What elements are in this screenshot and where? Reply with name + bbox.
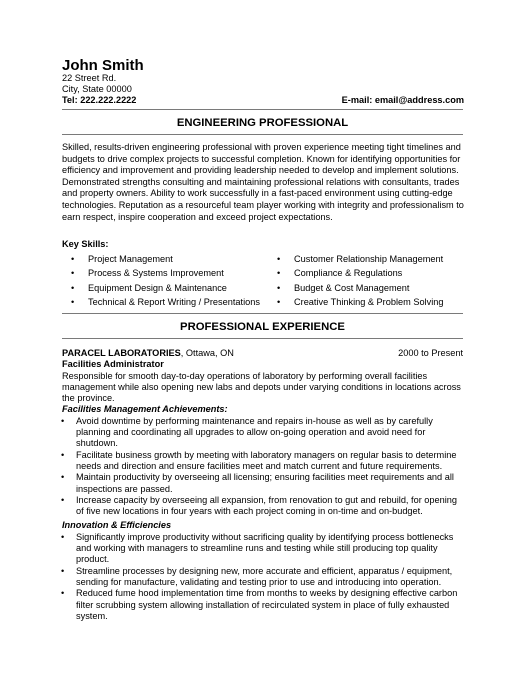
company-name: PARACEL LABORATORIES <box>62 348 181 358</box>
bullet-icon: • <box>61 565 65 576</box>
skills-list-left <box>71 252 260 310</box>
telephone: Tel: 222.222.2222 <box>62 95 137 105</box>
list-item: • Avoid downtime by performing maintenance and repairs in-house as well as by carefully planning and coordinating all upgrades to allow on-going operation and avoid need for shutdown. <box>61 415 433 449</box>
job-entry <box>62 348 463 622</box>
bullet-icon: • <box>71 282 75 293</box>
list-item: • Facilitate business growth by meeting with laboratory managers on regular basis to determine needs and direction and ensure facilities meet and match current and future requirements. <box>61 449 457 471</box>
experience-top-divider <box>62 313 463 314</box>
skill-item: • Customer Relationship Management <box>277 252 443 266</box>
skill-item: • Project Management <box>71 252 260 266</box>
list-item: • Streamline processes by designing new, more accurate and efficient, apparatus / equipment, sending for manufacture, validating and testing prior to use and introducing into operation. <box>61 565 453 587</box>
list-item: • Maintain productivity by overseeing all licensing; ensuring facilities meet requirements and all inspections are passed. <box>61 472 454 494</box>
achievements-label: Facilities Management Achievements: <box>62 404 228 415</box>
email-address: E-mail: email@address.com <box>341 95 464 105</box>
street-address: 22 Street Rd. <box>62 73 117 83</box>
skill-item: • Process & Systems Improvement <box>71 266 260 280</box>
experience-bottom-divider <box>62 338 463 339</box>
skill-item: • Equipment Design & Maintenance <box>71 281 260 295</box>
list-item: • Reduced fume hood implementation time from months to weeks by designing effective carbon filter scrubbing system allowing installation of recirculated system in place of fully exhausted system. <box>61 588 458 621</box>
bullet-icon: • <box>277 268 281 279</box>
list-item: • Significantly improve productivity without sacrificing quality by identifying process bottlenecks and working with managers to streamline runs and testing while still producing top quality product. <box>61 531 454 565</box>
top-divider <box>62 109 463 110</box>
city-state: City, State 00000 <box>62 84 132 94</box>
bullet-icon: • <box>61 531 65 542</box>
bullet-icon: • <box>71 268 75 279</box>
bullet-icon: • <box>277 282 281 293</box>
company-location: , Ottawa, ON <box>180 348 234 358</box>
bullet-icon: • <box>71 254 75 264</box>
professional-summary: Skilled, results-driven engineering professional with proven experience meeting tight timelines and budgets to drive complex projects to successful completion. Known for identifying opportunities for efficiency and improvement and providing leadership needed to develop and implement solutions. Demonstrated strengths consulting and maintaining professional relations with consultants, trades and property owners. Ability to work successfully in a fast-paced environment using cutting-edge technologies. Reputation as a resourceful team player working with integrity and professionalism to earn respect, inspire cooperation and exceed project expectations. <box>62 142 464 222</box>
bullet-icon: • <box>71 297 75 308</box>
innovation-list <box>62 532 463 622</box>
skill-item: • Technical & Report Writing / Presentations <box>71 295 260 309</box>
bullet-icon: • <box>277 254 281 264</box>
list-item: • Increase capacity by overseeing all expansion, from renovation to gut and rebuild, for opening of five new locations in four years with each project coming in on-time and on-budget. <box>61 494 458 517</box>
bullet-icon: • <box>61 415 65 426</box>
title-divider <box>62 134 463 135</box>
job-position: Facilities Administrator <box>62 359 164 370</box>
bullet-icon: • <box>277 297 281 308</box>
bullet-icon: • <box>61 494 65 505</box>
achievements-list <box>62 416 463 518</box>
section-heading-title: ENGINEERING PROFESSIONAL <box>176 117 349 129</box>
bullet-icon: • <box>61 449 65 460</box>
skill-item: • Budget & Cost Management <box>277 281 443 295</box>
section-heading-experience: PROFESSIONAL EXPERIENCE <box>180 321 345 333</box>
innovation-label: Innovation & Efficiencies <box>62 520 172 531</box>
job-description: Responsible for smooth day-to-day operations of laboratory by performing overall facilities management while also opening new labs and depots under varying conditions in locations across the province. <box>62 370 461 404</box>
bullet-icon: • <box>61 588 65 599</box>
job-header-row <box>62 348 463 359</box>
key-skills-label: Key Skills: <box>62 239 109 249</box>
skill-item: • Compliance & Regulations <box>277 266 443 280</box>
employment-dates: 2000 to Present <box>398 348 463 358</box>
skills-list-right <box>277 252 443 310</box>
candidate-name: John Smith <box>62 57 144 74</box>
skill-item: • Creative Thinking & Problem Solving <box>277 295 443 309</box>
employer <box>62 348 234 359</box>
bullet-icon: • <box>61 472 65 483</box>
